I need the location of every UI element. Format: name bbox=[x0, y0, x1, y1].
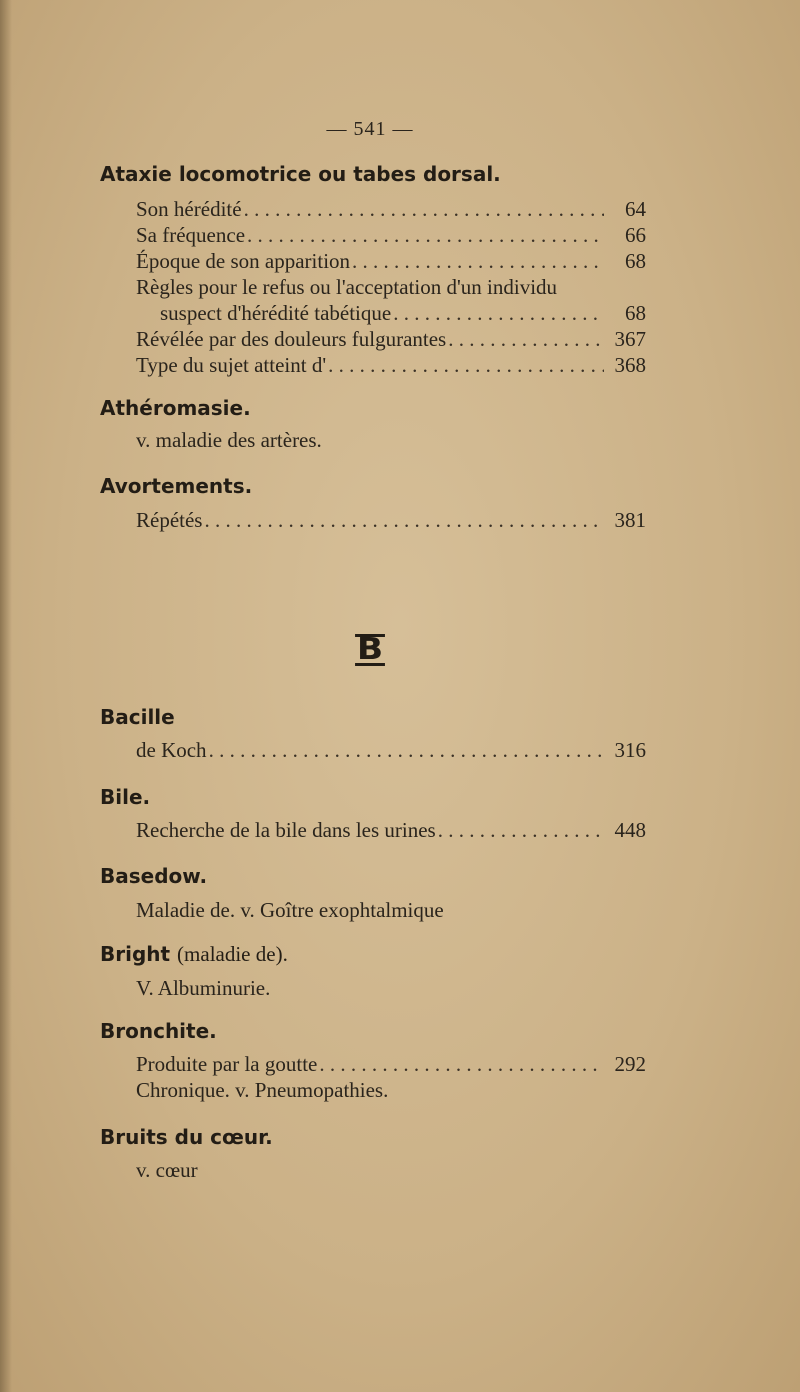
index-page-ref: 68 bbox=[625, 301, 646, 325]
index-line-text: Époque de son apparition bbox=[136, 249, 351, 273]
index-page-ref: 316 bbox=[614, 738, 646, 762]
index-line-text: v. cœur bbox=[136, 1158, 198, 1182]
entry-heading-bright bbox=[100, 942, 288, 967]
index-line-text: Type du sujet atteint d' bbox=[136, 353, 327, 377]
index-page-ref: 66 bbox=[625, 223, 646, 247]
index-page-ref: 368 bbox=[614, 353, 646, 377]
index-line-text: Chronique. v. Pneumopathies. bbox=[136, 1078, 389, 1102]
index-line bbox=[136, 221, 646, 249]
index-line bbox=[136, 351, 646, 379]
entry-heading-avortements: Avortements. bbox=[100, 474, 253, 498]
index-line bbox=[136, 325, 646, 353]
index-page-ref: 367 bbox=[614, 327, 646, 351]
index-line-text: Maladie de. v. Goître exophtalmique bbox=[136, 898, 444, 922]
dot-leader bbox=[247, 221, 604, 249]
index-line bbox=[136, 195, 646, 223]
index-line-text: Son hérédité bbox=[136, 197, 242, 221]
entry-heading-bacille: Bacille bbox=[100, 705, 175, 729]
index-line bbox=[136, 506, 646, 534]
dot-leader bbox=[319, 1050, 604, 1078]
entry-heading-ataxie: Ataxie locomotrice ou tabes dorsal. bbox=[100, 162, 501, 186]
index-page-ref: 292 bbox=[614, 1052, 646, 1076]
index-line-text: Règles pour le refus ou l'acceptation d'un individu bbox=[136, 275, 558, 299]
entry-heading-atheromasie: Athéromasie. bbox=[100, 396, 251, 420]
dot-leader bbox=[244, 195, 604, 223]
index-line-text: v. maladie des artères. bbox=[136, 428, 322, 452]
entry-heading-basedow: Basedow. bbox=[100, 864, 208, 888]
index-page-ref: 68 bbox=[625, 249, 646, 273]
dot-leader bbox=[448, 325, 604, 353]
page-edge bbox=[0, 0, 12, 1392]
index-line-text: Répétés bbox=[136, 508, 203, 532]
entry-heading-bruits: Bruits du cœur. bbox=[100, 1125, 273, 1149]
dot-leader bbox=[209, 736, 604, 764]
index-page-ref: 64 bbox=[625, 197, 646, 221]
dot-leader bbox=[438, 816, 604, 844]
index-line bbox=[136, 736, 646, 764]
dot-leader bbox=[328, 351, 604, 379]
page-number: — 541 — bbox=[326, 118, 414, 140]
index-line bbox=[160, 299, 646, 327]
entry-heading-bile: Bile. bbox=[100, 785, 151, 809]
index-line bbox=[136, 1050, 646, 1078]
index-line-text: Révélée par des douleurs fulgurantes bbox=[136, 327, 447, 351]
dot-leader bbox=[204, 506, 604, 534]
section-letter bbox=[0, 632, 796, 667]
index-line-text: Produite par la goutte bbox=[136, 1052, 318, 1076]
index-line-text: Recherche de la bile dans les urines bbox=[136, 818, 436, 842]
index-line-text: Sa fréquence bbox=[136, 223, 246, 247]
entry-heading-bright-name: Bright bbox=[100, 942, 171, 966]
section-letter-text: B bbox=[355, 634, 386, 666]
index-page-ref: 381 bbox=[614, 508, 646, 532]
index-page-ref: 448 bbox=[614, 818, 646, 842]
index-line-text: suspect d'hérédité tabétique bbox=[160, 301, 392, 325]
index-line bbox=[136, 816, 646, 844]
entry-heading-bright-suffix: (maladie de). bbox=[177, 942, 288, 966]
entry-heading-bronchite: Bronchite. bbox=[100, 1019, 217, 1043]
dot-leader bbox=[393, 299, 604, 327]
index-line bbox=[136, 247, 646, 275]
index-line-text: V. Albuminurie. bbox=[136, 976, 271, 1000]
dot-leader bbox=[352, 247, 604, 275]
index-line-text: de Koch bbox=[136, 738, 207, 762]
